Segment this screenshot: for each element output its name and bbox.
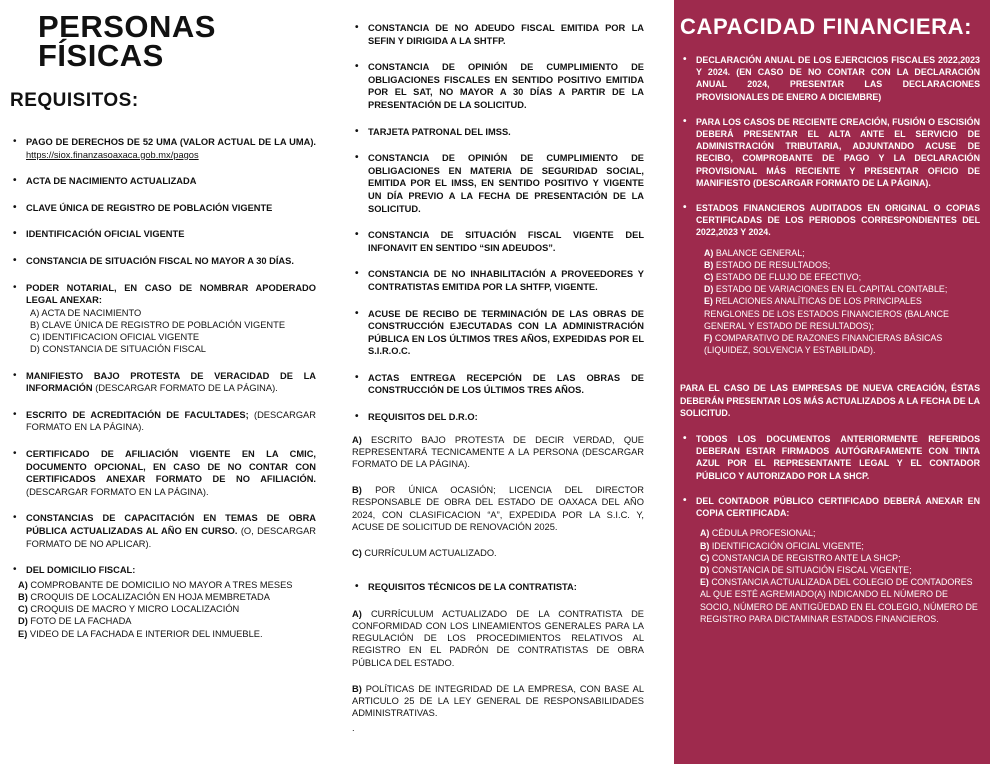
escrito-note: (DESCARGAR FORMATO EN LA PÁGINA). xyxy=(26,409,316,433)
constancias-capacitacion-note: (O, DESCARGAR FORMATO DE NO APLICAR). xyxy=(26,525,316,549)
manifiesto-text: MANIFIESTO BAJO PROTESTA DE VERACIDAD DE LA INFORMACIÓN xyxy=(26,370,316,394)
list-item xyxy=(10,564,316,577)
sub-item: E) RELACIONES ANALÍTICAS DE LOS PRINCIPALES RENGLONES DE LOS ESTADOS FINANCIEROS (BALANCE GENERAL Y ESTADO DE RESULTADOS); xyxy=(704,296,949,331)
domicilio-fiscal-text: DEL DOMICILIO FISCAL: xyxy=(26,565,136,576)
tecnicos-list xyxy=(352,581,644,594)
poder-notarial-text: PODER NOTARIAL, EN CASO DE NOMBRAR APODERADO LEGAL ANEXAR: xyxy=(26,282,316,306)
estados-financieros-sublist xyxy=(680,247,980,357)
sub-item: E) CONSTANCIA ACTUALIZADA DEL COLEGIO DE CONTADORES AL QUE ESTÉ AGREMIADO(A) INDICANDO EL NÚMERO DE SOCIO, NÚMERO DE ANTIGÜEDAD EN EL COLEGIO, NÚMERO DE REGISTRO PARA DICTAMINAR ESTADOS FINANCIEROS. xyxy=(700,577,978,624)
list-item xyxy=(10,370,316,395)
capacidad-financiera-panel xyxy=(674,0,990,764)
title-line-2: FÍSICAS xyxy=(38,38,164,73)
list-item: • ACUSE DE RECIBO DE TERMINACIÓN DE LAS OBRAS DE CONSTRUCCIÓN EJECUTADAS CON LA ADMINISTRACIÓN PÚBLICA EN LOS ÚLTIMOS TRES AÑOS, EXPEDIDAS POR EL S.I.R.O.C. xyxy=(352,308,644,358)
pagos-link[interactable]: https://siox.finanzasoaxaca.gob.mx/pagos xyxy=(26,149,199,160)
sub-item: B) ESTADO DE RESULTADOS; xyxy=(704,259,831,270)
capacidad-list-2 xyxy=(680,433,980,519)
list-item: • ESTADOS FINANCIEROS AUDITADOS EN ORIGINAL O COPIAS CERTIFICADAS DE LOS PERIODOS CORRESPONDIENTES DEL 2022,2023 Y 2024. xyxy=(680,202,980,239)
manifiesto-note: (DESCARGAR FORMATO DE LA PÁGINA). xyxy=(95,383,278,394)
sub-item: D) CONSTANCIA DE SITUACIÓN FISCAL VIGENTE; xyxy=(700,564,912,575)
tecnicos-item-a: A) CURRÍCULUM ACTUALIZADO DE LA CONTRATISTA DE CONFORMIDAD CON LOS LINEAMIENTOS GENERALES PARA LA REGULACIÓN DE LOS PROCEDIMIENTOS RELATIVOS AL REGISTRO EN EL PADRÓN DE CONTRATISTAS DE OBRA PÚBLICA DEL ESTADO. xyxy=(352,608,644,668)
nueva-creacion-note: PARA EL CASO DE LAS EMPRESAS DE NUEVA CREACIÓN, ÉSTAS DEBERÁN PRESENTAR LOS MÁS ACTUALIZADOS A LA FECHA DE LA SOLICITUD. xyxy=(680,383,980,418)
list-item: • CONSTANCIA DE OPINIÓN DE CUMPLIMIENTO DE OBLIGACIONES FISCALES EN SENTIDO POSITIVO EMITIDA POR EL SAT, NO MAYOR A 30 DÍAS A PARTIR DE LA PRESENTACIÓN DE LA SOLICITUD. xyxy=(352,61,644,111)
title-line-1: PERSONAS xyxy=(38,9,216,44)
list-item: • CLAVE ÚNICA DE REGISTRO DE POBLACIÓN VIGENTE xyxy=(10,202,316,215)
list-item: • CONSTANCIA DE OPINIÓN DE CUMPLIMIENTO DE OBLIGACIONES EN MATERIA DE SEGURIDAD SOCIAL, EMITIDA POR EL IMSS, EN SENTIDO POSITIVO Y VIGENTE UN DÍA PREVIO A LA FECHA DE PRESENTACIÓN DE LA SOLICITUD. xyxy=(352,152,644,215)
dro-item-b: B) POR ÚNICA OCASIÓN; LICENCIA DEL DIRECTOR RESPONSABLE DE OBRA DEL ESTADO DE OAXACA DEL AÑO 2024, CON CLASIFICACION “A”, EXPEDIDA POR LA S.I.C. Y, ACUSE DE SOLICITUD DE RENOVACIÓN 2025. xyxy=(352,485,644,532)
sub-item: D) FOTO DE LA FACHADA xyxy=(18,616,132,627)
list-item xyxy=(10,136,316,161)
sub-item: F) COMPARATIVO DE RAZONES FINANCIERAS BÁSICAS (LIQUIDEZ, SOLVENCIA Y ESTABILIDAD). xyxy=(704,333,943,356)
list-item xyxy=(10,512,316,550)
dro-item-a: A) ESCRITO BAJO PROTESTA DE DECIR VERDAD, QUE REPRESENTARÁ TECNICAMENTE A LA PERSONA (DESCARGAR FORMATO DE LA PÁGINA). xyxy=(352,434,644,470)
list-item: • ACTA DE NACIMIENTO ACTUALIZADA xyxy=(10,175,316,188)
contador-sublist xyxy=(680,527,980,625)
sub-item: C) ESTADO DE FLUJO DE EFECTIVO; xyxy=(704,272,862,283)
list-item: • CONSTANCIA DE SITUACIÓN FISCAL VIGENTE DEL INFONAVIT EN SENTIDO “SIN ADEUDOS”. xyxy=(352,229,644,254)
tecnicos-item-b: B) POLÍTICAS DE INTEGRIDAD DE LA EMPRESA, CON BASE AL ARTICULO 25 DE LA LEY GENERAL DE RESPONSABILIDADES ADMINISTRATIVAS. xyxy=(352,683,644,719)
sub-item: D) ESTADO DE VARIACIONES EN EL CAPITAL CONTABLE; xyxy=(704,284,948,295)
list-item xyxy=(10,282,316,356)
trailing-dot: . xyxy=(352,722,355,733)
tecnicos-heading: • REQUISITOS TÉCNICOS DE LA CONTRATISTA: xyxy=(352,581,644,594)
certificado-note: (DESCARGAR FORMATO EN LA PÁGINA). xyxy=(26,486,209,497)
list-item: • TODOS LOS DOCUMENTOS ANTERIORMENTE REFERIDOS DEBERAN ESTAR FIRMADOS AUTÓGRAFAMENTE CON TINTA AZUL POR EL REPRESENTANTE LEGAL Y EL CONTADOR PÚBLICO Y AUTORIZADO POR LA SHCP. xyxy=(680,433,980,482)
constancias-capacitacion-text: CONSTANCIAS DE CAPACITACIÓN EN TEMAS DE OBRA PÚBLICA ACTUALIZADAS AL AÑO EN CURSO. xyxy=(26,513,316,536)
list-item: • DEL CONTADOR PÚBLICO CERTIFICADO DEBERÁ ANEXAR EN COPIA CERTIFICADA: xyxy=(680,495,980,519)
poder-notarial-sublist xyxy=(26,307,316,356)
list-item: • CONSTANCIA DE SITUACIÓN FISCAL NO MAYOR A 30 DÍAS. xyxy=(10,255,316,268)
sub-item: D) CONSTANCIA DE SITUACIÓN FISCAL xyxy=(30,344,206,355)
capacidad-list xyxy=(680,54,980,239)
capacidad-financiera-title: CAPACIDAD FINANCIERA: xyxy=(680,14,973,39)
list-item: • IDENTIFICACIÓN OFICIAL VIGENTE xyxy=(10,228,316,241)
sub-item: A) BALANCE GENERAL; xyxy=(704,247,805,258)
sub-item: C) CONSTANCIA DE REGISTRO ANTE LA SHCP; xyxy=(700,552,901,563)
sub-item: E) VIDEO DE LA FACHADA E INTERIOR DEL INMUEBLE. xyxy=(18,628,263,639)
page-title xyxy=(38,9,316,73)
list-item: • CONSTANCIA DE NO ADEUDO FISCAL EMITIDA POR LA SEFIN Y DIRIGIDA A LA SHTFP. xyxy=(352,22,644,47)
sub-item: C) IDENTIFICACION OFICIAL VIGENTE xyxy=(30,332,200,343)
sub-item: A) COMPROBANTE DE DOMICILIO NO MAYOR A TRES MESES xyxy=(18,579,293,590)
sub-item: A) ACTA DE NACIMIENTO xyxy=(30,307,142,318)
requisitos-heading: REQUISITOS: xyxy=(10,90,139,111)
certificado-text: CERTIFICADO DE AFILIACIÓN VIGENTE EN LA CMIC, DOCUMENTO OPCIONAL, EN CASO DE NO CONTAR CON CERTIFICADOS ANEXAR FORMATO DE NO AFILIACIÓN. xyxy=(26,448,316,485)
list-item: • ACTAS ENTREGA RECEPCIÓN DE LAS OBRAS DE CONSTRUCCIÓN DE LOS ÚLTIMOS TRES AÑOS. xyxy=(352,372,644,397)
requisitos-list xyxy=(10,136,316,577)
domicilio-sublist xyxy=(10,579,316,640)
list-item: • DECLARACIÓN ANUAL DE LOS EJERCICIOS FISCALES 2022,2023 Y 2024. (EN CASO DE NO CONTAR CON LA DECLARACIÓN ANUAL 2024, PRESENTAR LAS DECLARACIONES PROVISIONALES DE ENERO A DICIEMBRE) xyxy=(680,54,980,103)
pago-derechos-text: PAGO DE DERECHOS DE 52 UMA (VALOR ACTUAL DE LA UMA). xyxy=(26,137,316,147)
list-item: • TARJETA PATRONAL DEL IMSS. xyxy=(352,126,644,139)
sub-item: C) CROQUIS DE MACRO Y MICRO LOCALIZACIÓN xyxy=(18,604,240,615)
requisitos-continuation-column xyxy=(342,0,652,764)
list-item xyxy=(10,448,316,498)
requisitos-list-2 xyxy=(352,22,644,424)
escrito-text: ESCRITO DE ACREDITACIÓN DE FACULTADES; xyxy=(26,409,249,420)
sub-item: A) CÉDULA PROFESIONAL; xyxy=(700,528,816,539)
sub-item: B) IDENTIFICACIÓN OFICIAL VIGENTE; xyxy=(700,540,864,551)
personas-fisicas-column xyxy=(0,0,330,764)
list-item: • REQUISITOS DEL D.R.O: xyxy=(352,411,644,424)
sub-item: B) CLAVE ÚNICA DE REGISTRO DE POBLACIÓN VIGENTE xyxy=(30,319,286,330)
list-item xyxy=(10,409,316,434)
sub-item: B) CROQUIS DE LOCALIZACIÓN EN HOJA MEMBRETADA xyxy=(18,591,270,602)
dro-item-c: C) CURRÍCULUM ACTUALIZADO. xyxy=(352,548,497,559)
list-item: • PARA LOS CASOS DE RECIENTE CREACIÓN, FUSIÓN O ESCISIÓN DEBERÁ PRESENTAR EL ALTA ANTE EL SERVICIO DE ADMINISTRACIÓN TRIBUTARIA, ADJUNTANDO ACUSE DE RECIBO, COMPROBANTE DE PAGO Y LA DECLARACIÓN PROVISIONAL MÁS RECIENTE Y PRESENTAR OFICIO DE MANIFIESTO (DESCARGAR FORMATO DE LA PÁGINA). xyxy=(680,116,980,189)
list-item: • CONSTANCIA DE NO INHABILITACIÓN A PROVEEDORES Y CONTRATISTAS EMITIDA POR LA SHTFP, VIGENTE. xyxy=(352,268,644,293)
